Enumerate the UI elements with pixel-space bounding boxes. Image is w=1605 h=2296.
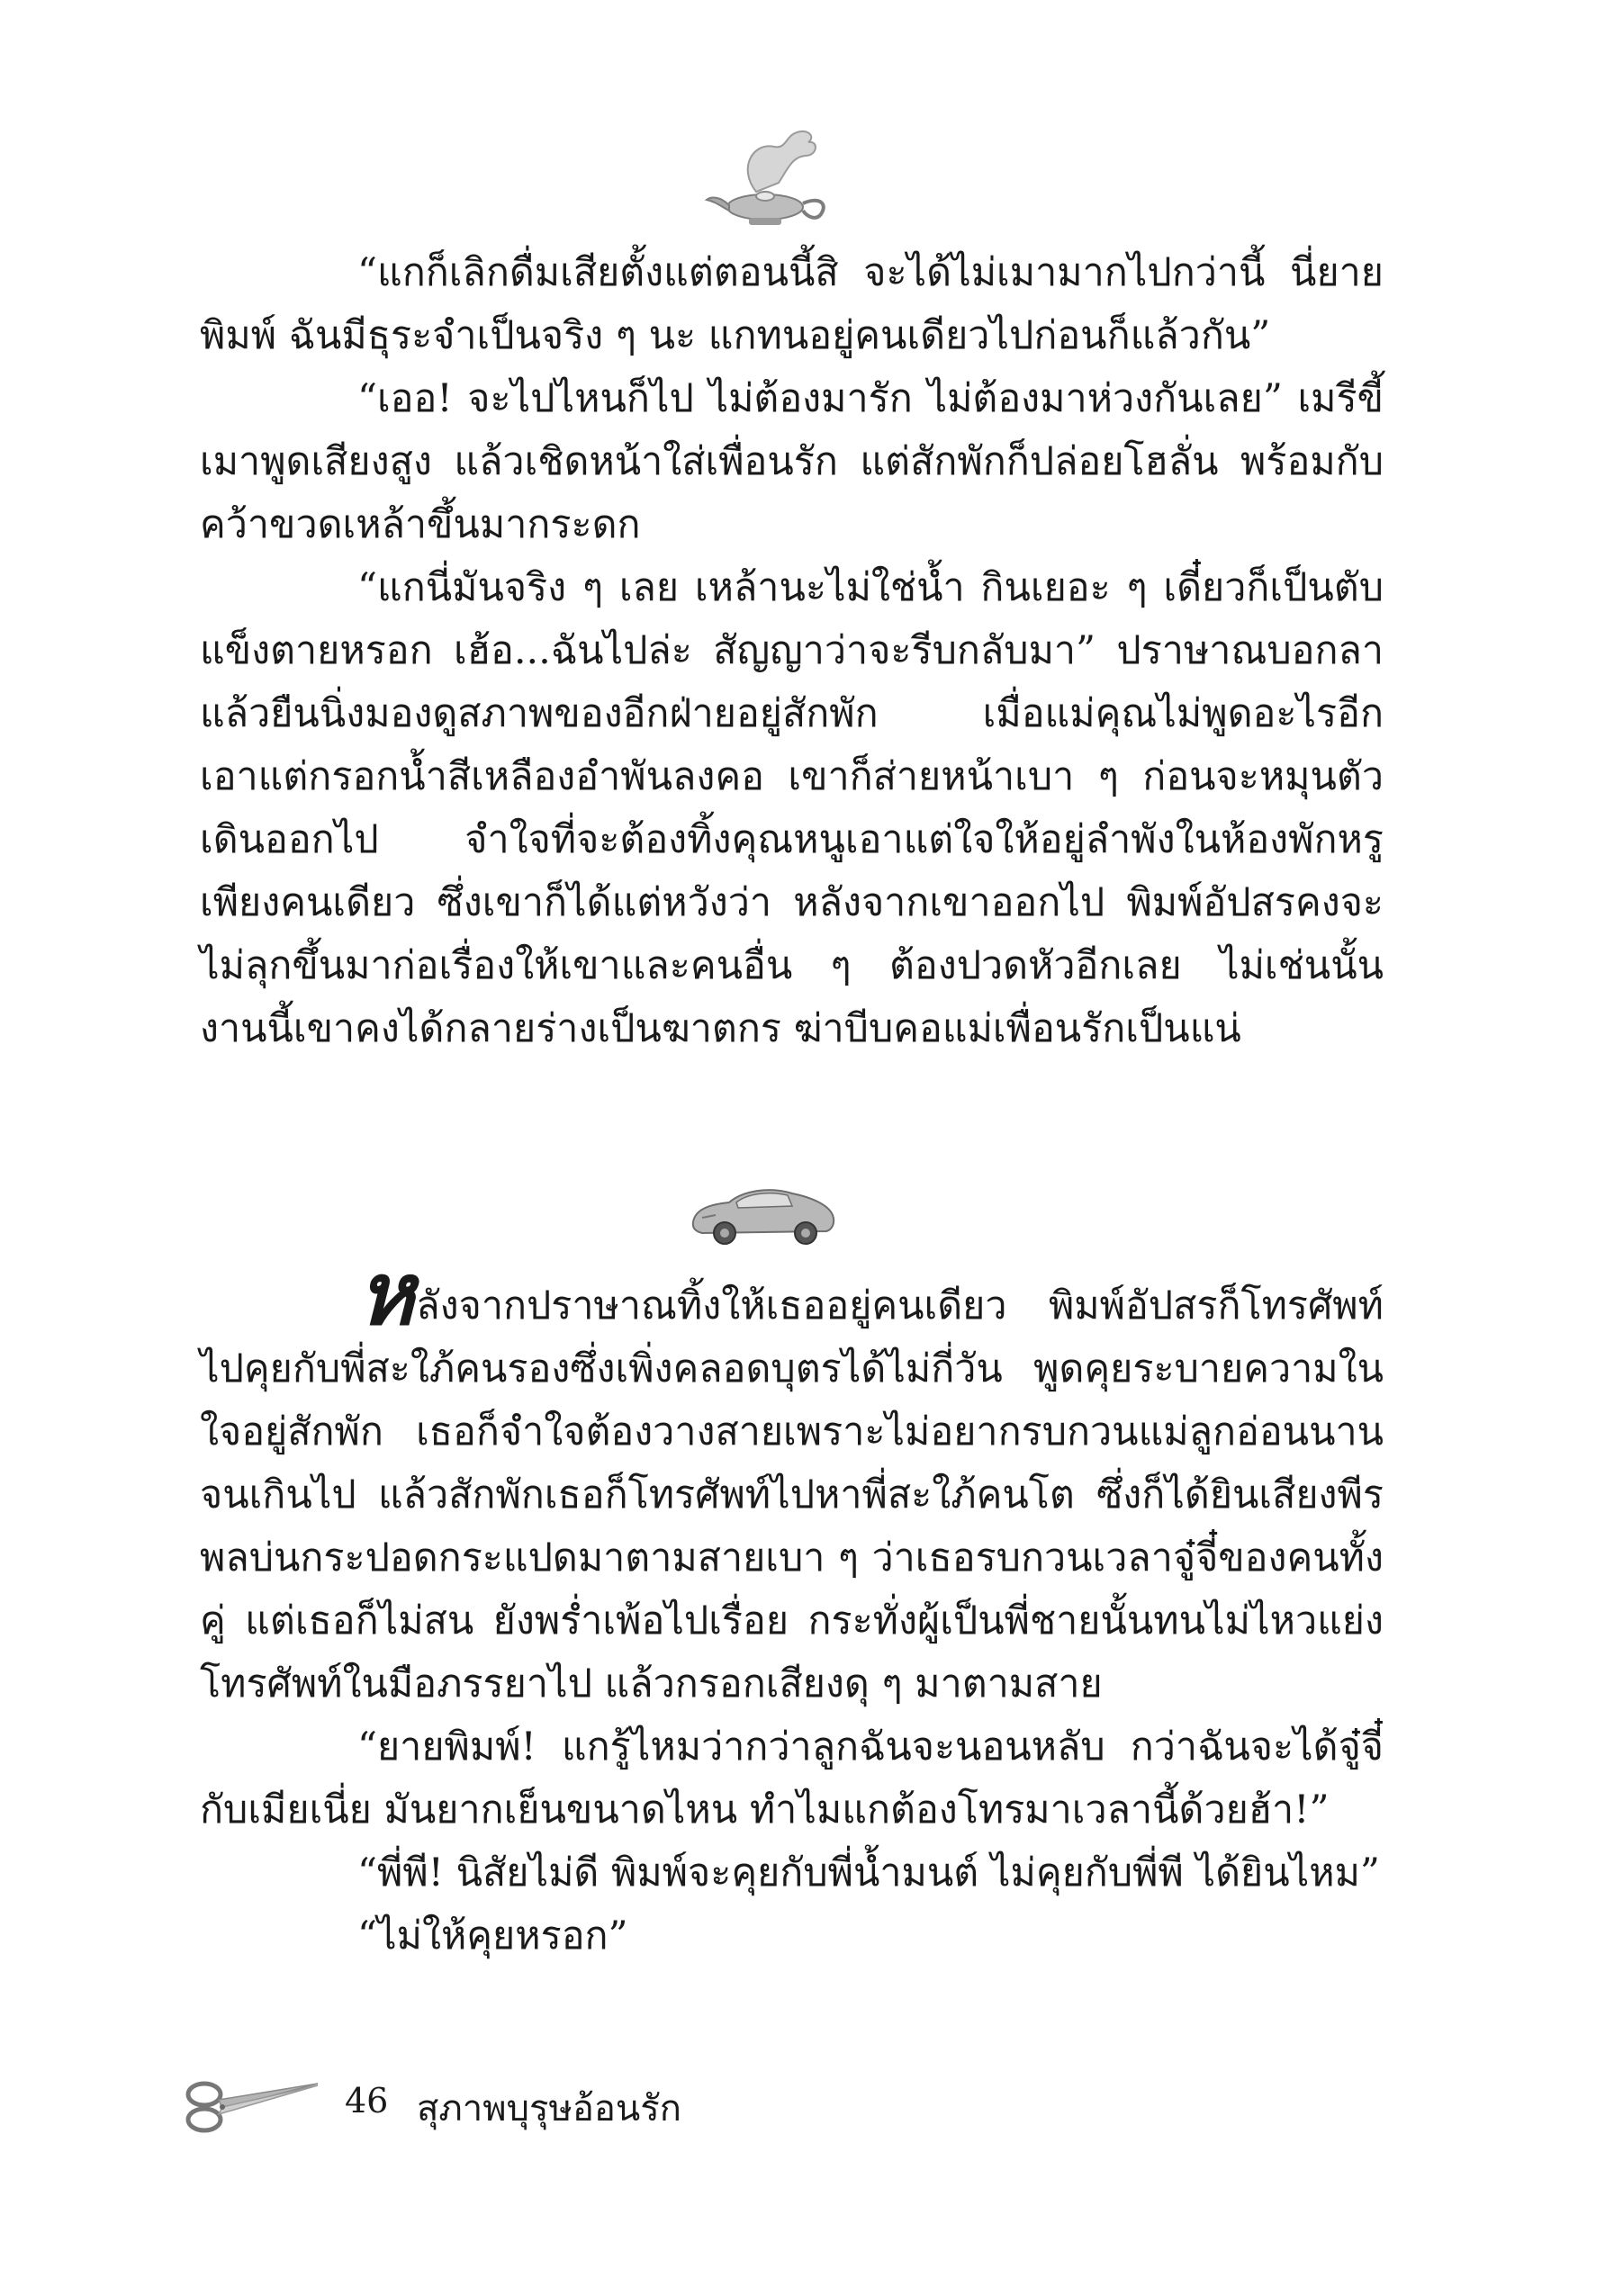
paragraph-with-dropcap <box>200 1243 1384 1715</box>
paragraph: “ยายพิมพ์! แกรู้ไหมว่ากว่าลูกฉันจะนอนหลับ กว่าฉันจะได้จู๋จี๋กับเมียเนี่ย มันยากเย็นขนาดไหน ทำไมแกต้องโทรมาเวลานี้ด้วยฮ้า!” <box>200 1724 1384 1832</box>
paragraph: “เออ! จะไปไหนก็ไป ไม่ต้องมารัก ไม่ต้องมาห่วงกันเลย” เมรีขี้เมาพูดเสียงสูง แล้วเชิดหน้าใส่เพื่อนรัก แต่สักพักก็ปล่อยโฮลั่น พร้อมกับคว้าขวดเหล้าขึ้นมากระดก <box>200 376 1384 547</box>
page-number: 46 <box>345 2081 389 2120</box>
text-block-1 <box>200 241 1384 1060</box>
paragraph-text: ลังจากปราษาณทิ้งให้เธออยู่คนเดียว พิมพ์อัปสรก็โทรศัพท์ไปคุยกับพี่สะใภ้คนรองซึ่งเพิ่งคลอดบุตรได้ไม่กี่วัน พูดคุยระบายความในใจอยู่สักพัก เธอก็จำใจต้องวางสายเพราะไม่อยากรบกวนแม่ลูกอ่อนนานจนเกินไป แล้วสักพักเธอก็โทรศัพท์ไปหาพี่สะใภ้คนโต ซึ่งก็ได้ยินเสียงพีรพลบ่นกระปอดกระแปดมาตามสายเบา ๆ ว่าเธอรบกวนเวลาจู๋จี๋ของคนทั้งคู่ แต่เธอก็ไม่สน ยังพร่ำเพ้อไปเรื่อย กระทั่งผู้เป็นพี่ชายนั้นทนไม่ไหวแย่งโทรศัพท์ในมือภรรยาไป แล้วกรอกเสียงดุ ๆ มาตามสาย <box>200 1283 1384 1706</box>
paragraph: “แกนี่มันจริง ๆ เลย เหล้านะไม่ใช่น้ำ กินเยอะ ๆ เดี๋ยวก็เป็นตับแข็งตายหรอก เฮ้อ...ฉันไปล่ะ สัญญาว่าจะรีบกลับมา” ปราษาณบอกลา แล้วยืนนิ่งมองดูสภาพของอีกฝ่ายอยู่สักพัก เมื่อแม่คุณไม่พูดอะไรอีก เอาแต่กรอกน้ำสีเหลืองอำพันลงคอ เขาก็ส่ายหน้าเบา ๆ ก่อนจะหมุนตัวเดินออกไป จำใจที่จะต้องทิ้งคุณหนูเอาแต่ใจให้อยู่ลำพังในห้องพักหรูเพียงคนเดียว ซึ่งเขาก็ได้แต่หวังว่า หลังจากเขาออกไป พิมพ์อัปสรคงจะไม่ลุกขึ้นมาก่อเรื่องให้เขาและคนอื่น ๆ ต้องปวดหัวอีกเลย ไม่เช่นนั้น งานนี้เขาคงได้กลายร่างเป็นฆาตกร ฆ่าบีบคอแม่เพื่อนรักเป็นแน่ <box>200 565 1384 1051</box>
page-footer <box>185 2070 815 2151</box>
magic-lamp-icon <box>702 106 837 241</box>
paragraph: “แกก็เลิกดื่มเสียตั้งแต่ตอนนี้สิ จะได้ไม่เมามากไปกว่านี้ นี่ยายพิมพ์ ฉันมีธุระจำเป็นจริง ๆ นะ แกทนอยู่คนเดียวไปก่อนก็แล้วกัน” <box>200 250 1384 358</box>
car-icon <box>684 1168 842 1254</box>
book-title: สุภาพบุรุษอ้อนรัก <box>417 2088 681 2129</box>
paragraph: “พี่พี! นิสัยไม่ดี พิมพ์จะคุยกับพี่น้ำมนต์ ไม่คุยกับพี่พี ได้ยินไหม” <box>357 1850 1380 1895</box>
drop-cap: ห <box>357 1243 415 1345</box>
paragraph: “ไม่ให้คุยหรอก” <box>357 1913 628 1958</box>
scissors-icon <box>185 2075 320 2138</box>
text-block-2 <box>200 1243 1384 1967</box>
